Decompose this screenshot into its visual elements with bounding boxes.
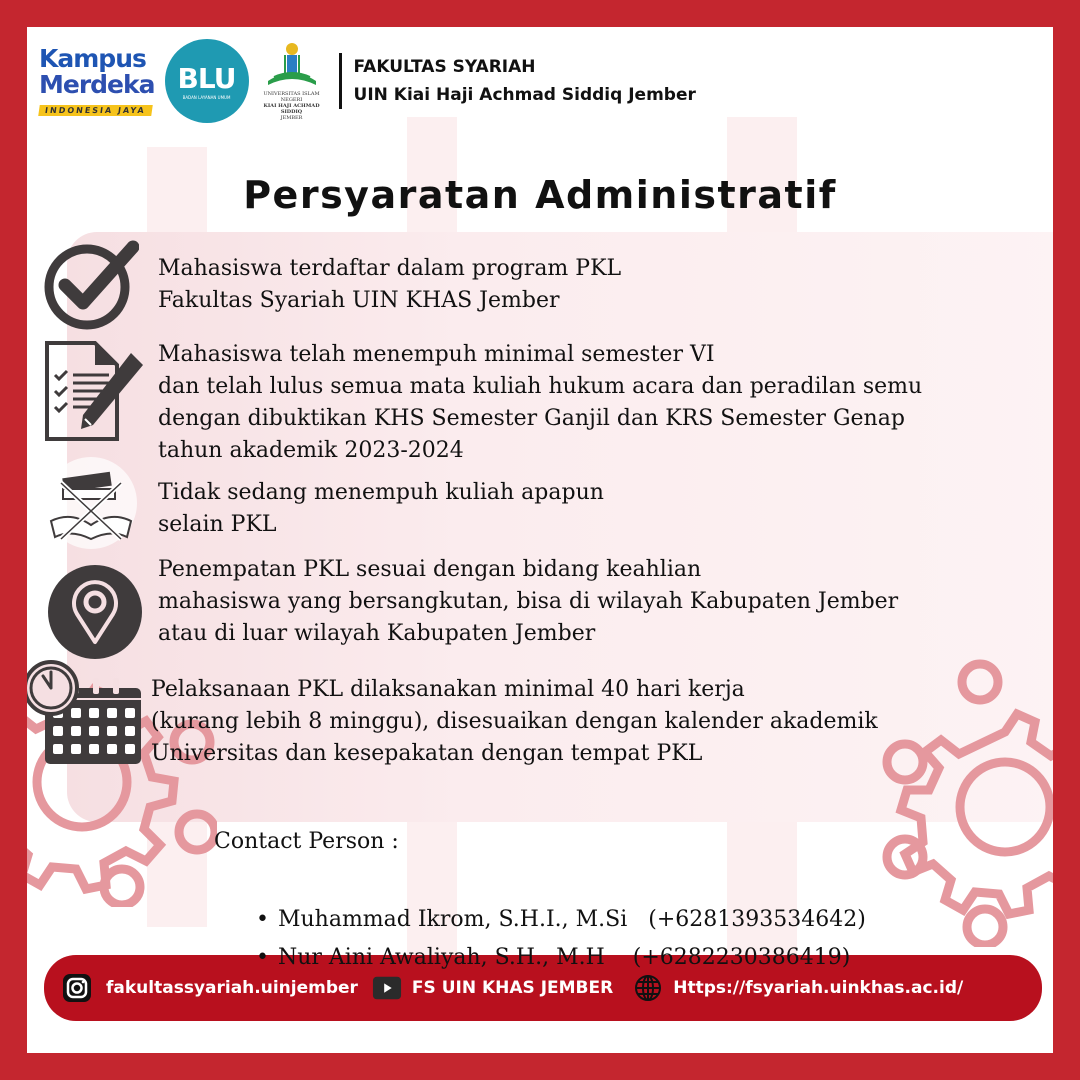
contact-name: Nur Aini Awaliyah, S.H., M.H <box>277 945 605 970</box>
contact-title: Contact Person : <box>214 829 399 854</box>
checklist-pen-icon <box>43 339 147 443</box>
requirement-text: Mahasiswa terdaftar dalam program PKL Fakultas Syariah UIN KHAS Jember <box>158 256 622 313</box>
contact-item <box>214 913 850 1003</box>
logo-text-line1: Kampus <box>39 43 146 73</box>
contact-name: Muhammad Ikrom, S.H.I., M.Si <box>277 907 628 932</box>
faculty-name: FAKULTAS SYARIAH <box>353 57 536 77</box>
requirement-text: Pelaksanaan PKL dilaksanakan minimal 40 hari kerja (kurang lebih 8 minggu), disesuaikan dengan kalender akademik Universitas dan kesepakatan dengan tempat PKL <box>151 677 878 766</box>
clock-calendar-icon <box>27 660 147 768</box>
blu-logo-text: BLU <box>177 62 236 95</box>
uin-logo <box>257 41 327 121</box>
university-name: UIN Kiai Haji Achmad Siddiq Jember <box>353 85 696 105</box>
books-crossed-icon <box>41 455 141 551</box>
uin-logo-text-3: JEMBER <box>280 115 303 121</box>
kampus-merdeka-logo <box>39 43 155 117</box>
bullet: • <box>255 945 269 970</box>
logo-band: INDONESIA JAYA <box>38 105 152 116</box>
check-circle-icon <box>43 239 139 331</box>
header <box>39 41 696 121</box>
requirement-text: Penempatan PKL sesuai dengan bidang keahlian mahasiswa yang bersangkutan, bisa di wilayah Kabupaten Jember atau di luar wilayah Kabupaten Jember <box>158 557 899 646</box>
contact-phone[interactable]: (+6281393534642) <box>648 907 866 932</box>
faculty-heading <box>354 53 696 109</box>
youtube-channel: FS UIN KHAS JEMBER <box>411 978 614 998</box>
instagram-icon <box>62 973 92 1003</box>
page-title: Persyaratan Administratif <box>243 173 837 217</box>
instagram-handle: fakultassyariah.uinjember <box>106 978 358 998</box>
bullet: • <box>255 907 269 932</box>
uin-logo-text-1: UNIVERSITAS ISLAM NEGERI <box>263 91 320 103</box>
contact-phone[interactable]: (+6282230386419) <box>632 945 851 970</box>
uin-logo-text-2: KIAI HAJI ACHMAD SIDDIQ <box>263 103 320 115</box>
website-url: Https://fsyariah.uinkhas.ac.id/ <box>673 978 964 998</box>
location-pin-icon <box>47 564 143 660</box>
header-divider <box>339 53 342 109</box>
logo-text-line2: Merdeka <box>39 69 155 99</box>
uin-emblem-icon <box>264 41 320 91</box>
requirement-text: Mahasiswa telah menempuh minimal semester VI dan telah lulus semua mata kuliah hukum acara dan peradilan semu dengan dibuktikan KHS Semester Ganjil dan KRS Semester Genap tahun akademik 2023-2024 <box>158 342 923 463</box>
gear-decoration-right <box>865 647 1053 947</box>
requirement-text: Tidak sedang menempuh kuliah apapun selain PKL <box>158 480 604 537</box>
blu-logo <box>165 39 249 123</box>
blu-logo-subtext: BADAN LAYANAN UMUM <box>182 95 231 100</box>
poster-panel <box>27 27 1053 1053</box>
